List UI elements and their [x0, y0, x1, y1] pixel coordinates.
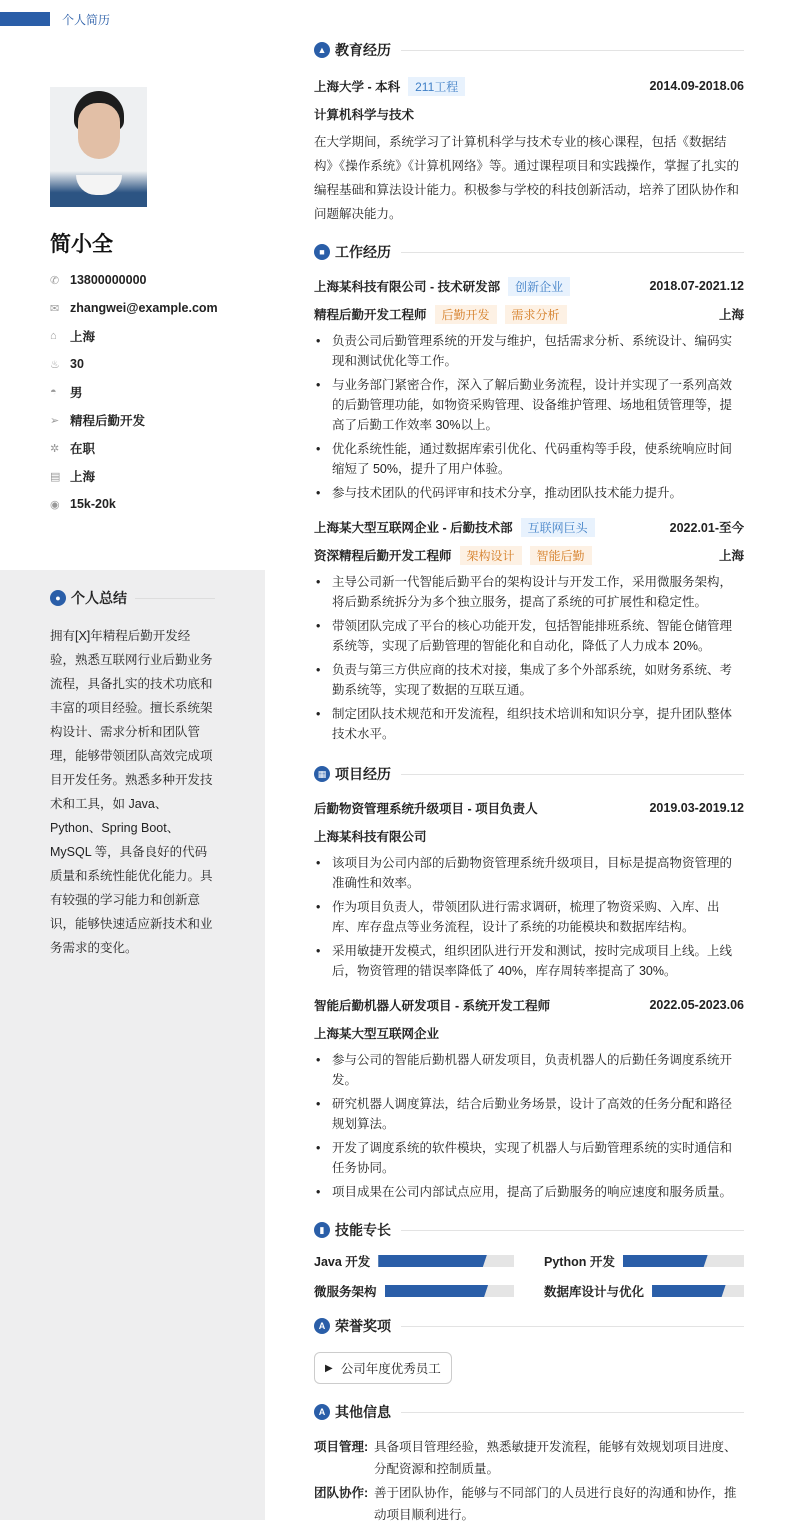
profile-name: 简小全 — [50, 233, 113, 256]
info-value: 精程后勤开发 — [70, 414, 146, 428]
other-item — [314, 1436, 744, 1480]
summary-text: 拥有[X]年精程后勤开发经验，熟悉互联网行业后勤业务流程，具备扎实的技术功底和丰富的项目经验。擅长系统架构设计、需求分析和团队管理，能够带领团队高效完成项目开发任务。熟悉多种开发技术和工具，如 Java、Python、Spring Boot、MySQL 等，具备良好的代码质量和系统性能优化能力。具有较强的学习能力和创新意识，能够快速适应新技术和业务需求的变化。 — [50, 629, 213, 955]
building-icon: ▤ — [50, 470, 61, 483]
mail-icon: ✉ — [50, 302, 60, 315]
skill-bar-fill — [385, 1285, 489, 1297]
job-role: 资深精程后勤开发工程师 — [314, 549, 452, 563]
project-name: 智能后勤机器人研发项目 - 系统开发工程师 — [314, 999, 551, 1013]
home-icon: ⌂ — [50, 330, 57, 342]
grid-icon: ▦ — [314, 766, 330, 782]
job-role-row — [314, 300, 744, 328]
info-value: 30 — [70, 357, 84, 371]
job-city: 上海 — [718, 549, 744, 563]
project-header — [314, 991, 744, 1019]
skill-bar-fill — [623, 1255, 708, 1267]
graduation-cap-icon: ▲ — [314, 42, 330, 58]
education-row — [314, 72, 744, 100]
school: 上海大学 - 本科 — [314, 80, 401, 94]
info-value: 15k-20k — [70, 497, 116, 511]
project-bullet: • 开发了调度系统的软件模块，实现了机器人与后勤管理系统的实时通信和任务协同。 — [314, 1138, 744, 1178]
section-title: 项目经历 — [335, 766, 391, 782]
project-bullet: • 该项目为公司内部的后勤物资管理系统升级项目，目标是提高物资管理的准确性和效率。 — [314, 853, 744, 893]
work-heading — [314, 240, 744, 264]
other-value: 具备项目管理经验，熟悉敏捷开发流程，能够有效规划项目进度、分配资源和控制质量。 — [374, 1440, 737, 1476]
profile-photo — [50, 87, 147, 207]
job-bullet: • 主导公司新一代智能后勤平台的架构设计与开发工作，采用微服务架构，将后勤系统拆分为多个独立服务，提高了系统的可扩展性和稳定性。 — [314, 572, 744, 612]
section-title: 技能专长 — [335, 1222, 391, 1238]
info-value: zhangwei@example.com — [70, 301, 218, 315]
briefcase-icon: ■ — [314, 244, 330, 260]
company-tag: 互联网巨头 — [521, 518, 595, 537]
project-bullet: • 参与公司的智能后勤机器人研发项目，负责机器人的后勤任务调度系统开发。 — [314, 1050, 744, 1090]
resume-title: 个人简历 — [62, 13, 111, 27]
skill-bar-fill — [652, 1285, 726, 1297]
info-item — [50, 462, 218, 490]
phone-icon: ✆ — [50, 274, 60, 287]
info-item — [50, 266, 218, 294]
user-icon: ● — [50, 590, 66, 606]
summary-title: 个人总结 — [71, 590, 127, 606]
major: 计算机科学与技术 — [314, 108, 415, 122]
project-bullet: • 研究机器人调度算法，结合后勤业务场景，设计了高效的任务分配和路径规划算法。 — [314, 1094, 744, 1134]
other-value: 善于团队协作，能够与不同部门的人员进行良好的沟通和协作，推动项目顺利进行。 — [374, 1486, 737, 1522]
role-tag: 智能后勤 — [530, 546, 592, 565]
job — [314, 272, 744, 503]
education-heading — [314, 38, 744, 62]
job-role-row — [314, 541, 744, 569]
project-bullet: • 项目成果在公司内部试点应用，提高了后勤服务的响应速度和服务质量。 — [314, 1182, 744, 1202]
project-name: 后勤物资管理系统升级项目 - 项目负责人 — [314, 802, 538, 816]
section-title: 其他信息 — [335, 1404, 391, 1420]
project — [314, 991, 744, 1202]
info-item — [50, 406, 218, 434]
company-tag: 创新企业 — [508, 277, 570, 296]
awards-heading — [314, 1314, 744, 1338]
skill-bar — [378, 1255, 514, 1267]
section-title: 荣誉奖项 — [335, 1318, 391, 1334]
info-value: 在职 — [70, 442, 96, 456]
job-city: 上海 — [718, 308, 744, 322]
award-icon: A — [314, 1318, 330, 1334]
other-heading — [314, 1400, 744, 1424]
project-date: 2019.03-2019.12 — [649, 801, 744, 815]
info-value: 13800000000 — [70, 273, 147, 287]
project — [314, 794, 744, 981]
role-tag: 需求分析 — [505, 305, 567, 324]
other-item — [314, 1482, 744, 1526]
skill-bar — [623, 1255, 744, 1267]
job-date: 2018.07-2021.12 — [649, 279, 744, 293]
bar-chart-icon: ▮ — [314, 1222, 330, 1238]
education-desc: 在大学期间，系统学习了计算机科学与技术专业的核心课程，包括《数据结构》《操作系统》《计算机网络》等。通过课程项目和实践操作，掌握了扎实的编程基础和算法设计能力。积极参与学校的科技创新活动，培养了团队协作和问题解决能力。 — [314, 135, 740, 221]
project-date: 2022.05-2023.06 — [649, 998, 744, 1012]
info-item — [50, 294, 218, 322]
info-item — [50, 378, 218, 406]
job-bullet: • 负责公司后勤管理系统的开发与维护，包括需求分析、系统设计、编码实现和测试优化等工作。 — [314, 331, 744, 371]
skills-heading — [314, 1218, 744, 1242]
job-bullet: • 优化系统性能，通过数据库索引优化、代码重构等手段，使系统响应时间缩短了 50%，提升了用户体验。 — [314, 439, 744, 479]
header-accent-bar — [0, 12, 50, 26]
skill-name: 微服务架构 — [314, 1285, 377, 1299]
status-icon: ✲ — [50, 442, 60, 455]
info-item — [50, 350, 218, 378]
skill-name: 数据库设计与优化 — [544, 1285, 645, 1299]
other-key: 项目管理: — [314, 1440, 369, 1454]
profile-info — [50, 266, 218, 518]
job-bullet: • 负责与第三方供应商的技术对接，集成了多个外部系统，如财务系统、考勤系统等，实现了数据的互联互通。 — [314, 660, 744, 700]
project-bullet: • 采用敏捷开发模式，组织团队进行开发和测试，按时完成项目上线。上线后，物资管理的错误率降低了 40%，库存周转率提高了 30%。 — [314, 941, 744, 981]
education-date: 2014.09-2018.06 — [649, 79, 744, 93]
skill-bar — [652, 1285, 744, 1297]
job-role: 精程后勤开发工程师 — [314, 308, 427, 322]
skill-bar-fill — [378, 1255, 487, 1267]
job-bullet: • 与业务部门紧密合作，深入了解后勤业务流程，设计并实现了一系列高效的后勤管理功能，如物资采购管理、设备维护管理、场地租赁管理等，提高了后勤工作效率 30%以上。 — [314, 375, 744, 435]
salary-icon: ◉ — [50, 498, 60, 511]
skill-item — [544, 1252, 744, 1270]
main-content — [314, 38, 744, 1526]
company: 上海某科技有限公司 - 技术研发部 — [314, 280, 501, 294]
skill-item — [314, 1252, 514, 1270]
info-icon: A — [314, 1404, 330, 1420]
role-tag: 后勤开发 — [435, 305, 497, 324]
cake-icon: ♨ — [50, 358, 60, 371]
skill-bar — [385, 1285, 514, 1297]
info-value: 上海 — [70, 470, 96, 484]
project-bullet: • 作为项目负责人，带领团队进行需求调研，梳理了物资采购、入库、出库、库存盘点等业务流程，设计了系统的功能模块和数据库结构。 — [314, 897, 744, 937]
info-value: 上海 — [70, 330, 96, 344]
job-bullet: • 参与技术团队的代码评审和技术分享，推动团队技术能力提升。 — [314, 483, 744, 503]
job — [314, 513, 744, 744]
award-item[interactable] — [314, 1352, 452, 1384]
skill-name: Python 开发 — [544, 1255, 615, 1269]
other-key: 团队协作: — [314, 1486, 369, 1500]
role-tag: 架构设计 — [460, 546, 522, 565]
skill-name: Java 开发 — [314, 1255, 371, 1269]
gender-icon: ◓ — [50, 386, 57, 398]
job-bullet: • 制定团队技术规范和开发流程，组织技术培训和知识分享，提升团队整体技术水平。 — [314, 704, 744, 744]
send-icon: ➢ — [50, 414, 60, 427]
info-item — [50, 434, 218, 462]
info-value: 男 — [70, 386, 83, 400]
company: 上海某大型互联网企业 - 后勤技术部 — [314, 521, 513, 535]
project-company: 上海某大型互联网企业 — [314, 1027, 440, 1041]
skill-item — [544, 1282, 744, 1300]
school-tag: 211工程 — [408, 77, 465, 96]
job-date: 2022.01-至今 — [669, 521, 744, 535]
project-company: 上海某科技有限公司 — [314, 830, 427, 844]
info-item — [50, 490, 218, 518]
summary-heading — [50, 588, 215, 608]
job-header — [314, 513, 744, 541]
section-title: 教育经历 — [335, 42, 391, 58]
job-bullet: • 带领团队完成了平台的核心功能开发，包括智能排班系统、智能仓储管理系统等，实现了后勤管理的智能化和自动化，降低了人力成本 20%。 — [314, 616, 744, 656]
projects-heading — [314, 762, 744, 786]
job-header — [314, 272, 744, 300]
project-header — [314, 794, 744, 822]
info-item — [50, 322, 218, 350]
skill-item — [314, 1282, 514, 1300]
section-title: 工作经历 — [335, 244, 391, 260]
play-triangle-icon: ▶ — [325, 1362, 333, 1374]
award-label: 公司年度优秀员工 — [340, 1362, 441, 1376]
